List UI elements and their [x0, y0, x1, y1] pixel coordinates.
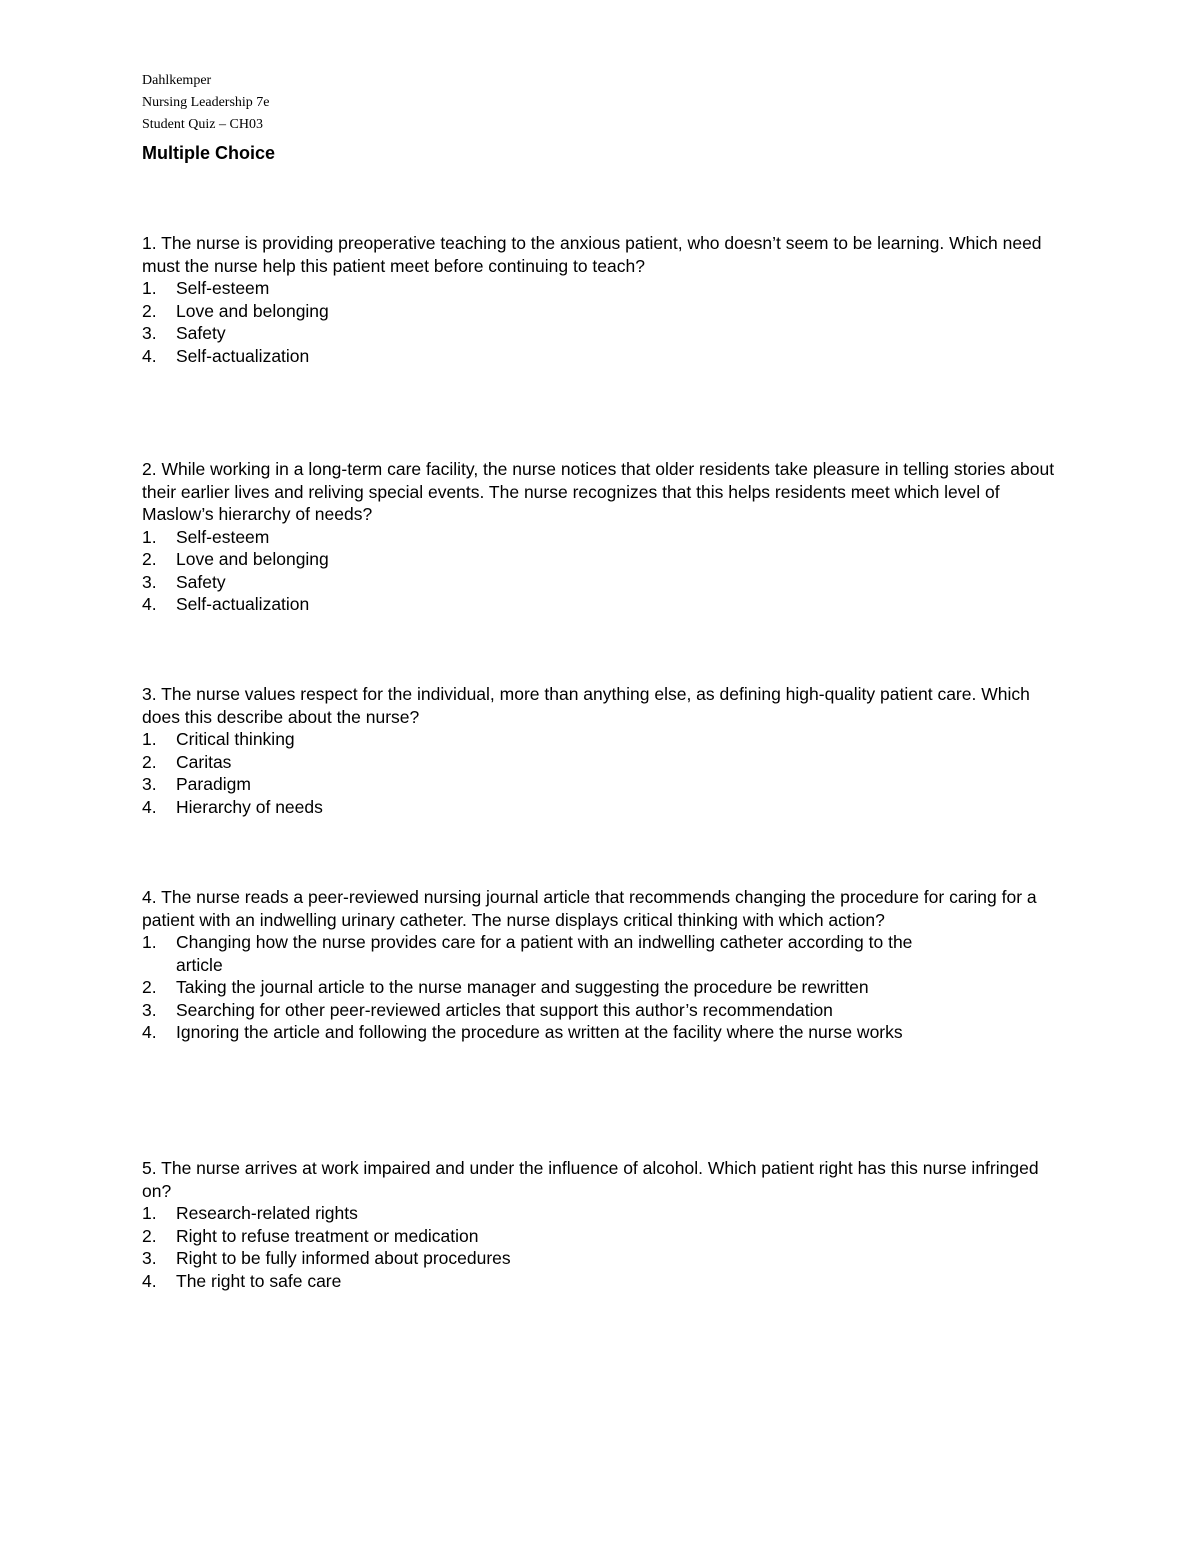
option-number: 3.	[142, 323, 157, 343]
answer-option	[142, 277, 1062, 300]
option-number: 2.	[142, 300, 157, 321]
answer-option	[142, 526, 1062, 549]
question-5	[142, 1157, 1062, 1292]
option-number: 1.	[142, 526, 157, 547]
question-3	[142, 683, 1062, 818]
option-number: 4.	[142, 796, 157, 817]
answer-option	[142, 728, 1062, 751]
answer-options	[142, 728, 1062, 818]
option-text: Ignoring the article and following the procedure as written at the facility where the nurse works	[176, 1022, 903, 1042]
answer-option	[142, 571, 1062, 594]
option-number: 4.	[142, 345, 157, 366]
option-text: Hierarchy of needs	[176, 796, 323, 817]
answer-options	[142, 1202, 1062, 1292]
option-text: The right to safe care	[176, 1270, 342, 1291]
question-stem: 5. The nurse arrives at work impaired and under the influence of alcohol. Which patient right has this nurse infringed on?	[142, 1158, 1039, 1201]
option-text: Taking the journal article to the nurse manager and suggesting the procedure be rewritten	[176, 977, 869, 997]
question-stem: 2. While working in a long-term care facility, the nurse notices that older residents take pleasure in telling stories about their earlier lives and reliving special events. The nurse recognizes that this helps residents meet which level of Maslow’s hierarchy of needs?	[142, 459, 1055, 524]
option-text: Self-actualization	[176, 345, 310, 366]
answer-option	[142, 1270, 1062, 1293]
answer-option	[142, 593, 1062, 616]
option-text: Searching for other peer-reviewed articles that support this author’s recommendation	[176, 999, 833, 1020]
answer-option	[142, 751, 1062, 774]
question-stem: 4. The nurse reads a peer-reviewed nursing journal article that recommends changing the procedure for caring for a patient with an indwelling urinary catheter. The nurse displays critical thinking with which action?	[142, 887, 1037, 930]
option-text: Paradigm	[176, 774, 251, 794]
answer-option	[142, 796, 1062, 819]
question-1	[142, 232, 1062, 367]
answer-options	[142, 931, 1062, 1044]
option-text: Right to be fully informed about procedures	[176, 1248, 511, 1268]
option-number: 4.	[142, 594, 157, 614]
answer-options	[142, 277, 1062, 367]
option-text: Self-esteem	[176, 278, 270, 298]
option-number: 3.	[142, 1248, 157, 1268]
option-number: 3.	[142, 774, 157, 794]
answer-option	[142, 1021, 1062, 1044]
option-text: Self-actualization	[176, 594, 310, 614]
option-number: 1.	[142, 932, 157, 952]
option-number: 2.	[142, 977, 157, 997]
answer-option	[142, 548, 1062, 571]
answer-option	[142, 1247, 1062, 1270]
option-number: 4.	[142, 1022, 157, 1042]
option-number: 3.	[142, 571, 157, 592]
option-number: 2.	[142, 751, 157, 772]
answer-option	[142, 931, 1062, 976]
answer-option	[142, 1202, 1062, 1225]
answer-option	[142, 773, 1062, 796]
option-text: Caritas	[176, 751, 232, 772]
option-number: 3.	[142, 999, 157, 1020]
option-text: Critical thinking	[176, 729, 295, 749]
answer-option	[142, 322, 1062, 345]
option-number: 1.	[142, 729, 157, 749]
option-number: 2.	[142, 1225, 157, 1246]
header-author: Dahlkemper	[142, 73, 212, 88]
answer-option	[142, 999, 1062, 1022]
answer-options	[142, 526, 1062, 616]
option-number: 4.	[142, 1270, 157, 1291]
question-stem: 1. The nurse is providing preoperative teaching to the anxious patient, who doesn’t seem to be learning. Which need must the nurse help this patient meet before continuing to teach?	[142, 233, 1042, 276]
option-text: Safety	[176, 571, 226, 592]
option-text: Love and belonging	[176, 549, 329, 569]
option-text: Right to refuse treatment or medication	[176, 1225, 479, 1246]
header-quiz: Student Quiz – CH03	[142, 117, 263, 132]
option-text: Love and belonging	[176, 300, 329, 321]
document-header	[142, 70, 270, 136]
option-text: Changing how the nurse provides care for a patient with an indwelling catheter according to the article	[176, 932, 913, 975]
option-text: Research-related rights	[176, 1203, 358, 1223]
answer-option	[142, 345, 1062, 368]
option-number: 2.	[142, 549, 157, 569]
section-title: Multiple Choice	[142, 143, 276, 163]
option-number: 1.	[142, 1203, 157, 1223]
option-number: 1.	[142, 278, 157, 298]
answer-option	[142, 976, 1062, 999]
question-stem: 3. The nurse values respect for the individual, more than anything else, as defining high-quality patient care. Which does this describe about the nurse?	[142, 684, 1030, 727]
answer-option	[142, 1225, 1062, 1248]
question-4	[142, 886, 1062, 1044]
header-book: Nursing Leadership 7e	[142, 95, 270, 110]
option-text: Self-esteem	[176, 526, 270, 547]
answer-option	[142, 300, 1062, 323]
option-text: Safety	[176, 323, 226, 343]
question-2	[142, 458, 1062, 616]
